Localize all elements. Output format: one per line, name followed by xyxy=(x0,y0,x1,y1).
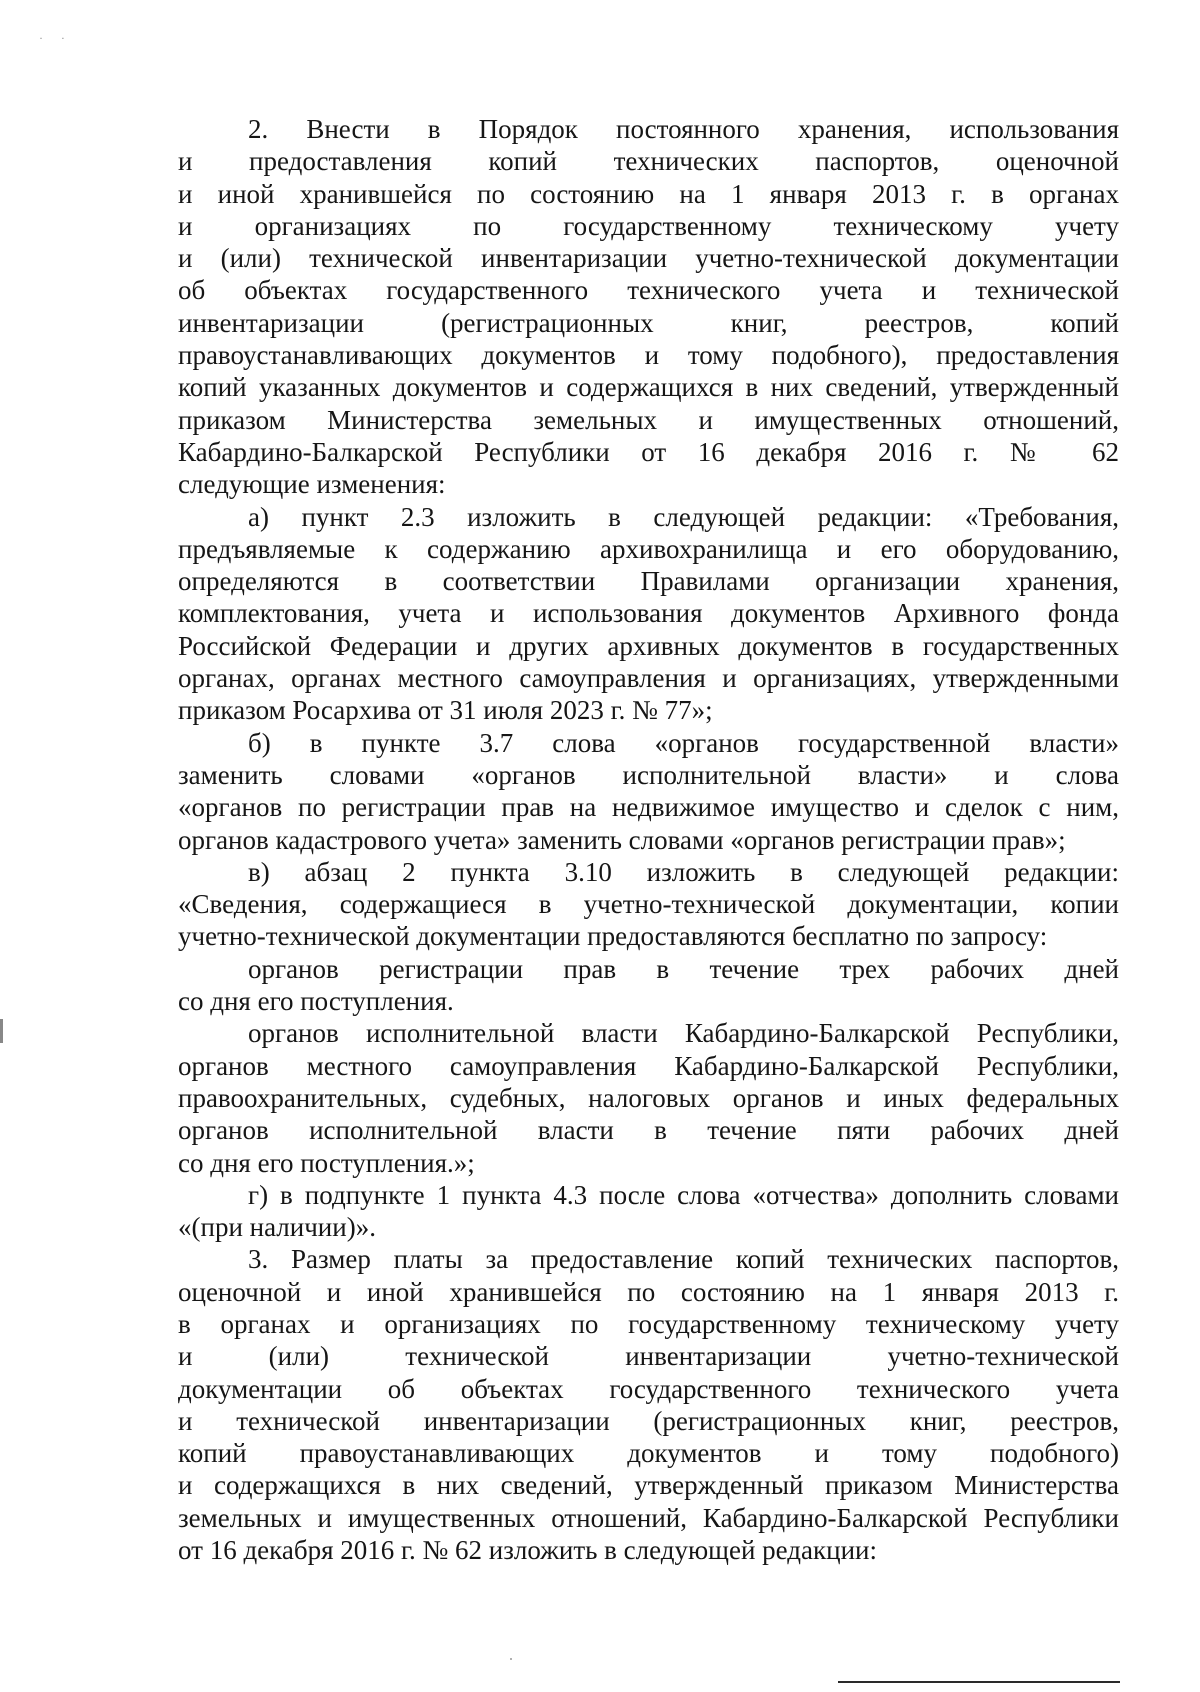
paragraph-subitem-v xyxy=(178,856,1119,953)
text-line: и технической инвентаризации (регистрационных книг, реестров, xyxy=(178,1405,1119,1436)
text-line: копий указанных документов и содержащихся в них сведений, утвержденный xyxy=(178,372,1119,403)
text-line: органов исполнительной власти Кабардино-Балкарской Республики, xyxy=(248,1018,1119,1049)
scan-edge-mark xyxy=(0,1019,3,1043)
text-line: и предоставления копий технических паспортов, оценочной xyxy=(178,146,1119,177)
paragraph-registration-bodies xyxy=(178,953,1119,1018)
text-line: документации об объектах государственного технического учета xyxy=(178,1373,1119,1404)
document-body xyxy=(178,113,1119,1566)
text-line: копий правоустанавливающих документов и тому подобного) xyxy=(178,1438,1119,1469)
text-line: б) в пункте 3.7 слова «органов государственной власти» xyxy=(248,727,1119,758)
text-line: и организациях по государственному техническому учету xyxy=(178,210,1119,241)
text-line: г) в подпункте 1 пункта 4.3 после слова «отчества» дополнить словами xyxy=(248,1179,1119,1210)
scan-corner-mark: ˙ ˙ xyxy=(38,36,72,50)
text-line: органов кадастрового учета» заменить словами «органов регистрации прав»; xyxy=(178,824,1066,855)
text-line: комплектования, учета и использования документов Архивного фонда xyxy=(178,598,1119,629)
paragraph-item-3 xyxy=(178,1243,1119,1566)
text-line: органов исполнительной власти в течение пяти рабочих дней xyxy=(178,1115,1119,1146)
text-line: определяются в соответствии Правилами организации хранения, xyxy=(178,566,1119,597)
text-line: 3. Размер платы за предоставление копий технических паспортов, xyxy=(248,1244,1119,1275)
text-line: со дня его поступления. xyxy=(178,986,454,1017)
text-line: и содержащихся в них сведений, утвержденный приказом Министерства xyxy=(178,1470,1119,1501)
text-line: инвентаризации (регистрационных книг, реестров, копий xyxy=(178,307,1119,338)
text-line: в органах и организациях по государственному техническому учету xyxy=(178,1308,1119,1339)
text-line: Кабардино-Балкарской Республики от 16 декабря 2016 г. № 62 xyxy=(178,436,1119,467)
paragraph-subitem-b xyxy=(178,727,1119,856)
text-line: приказом Министерства земельных и имущественных отношений, xyxy=(178,404,1119,435)
paragraph-executive-bodies xyxy=(178,1017,1119,1178)
text-line: заменить словами «органов исполнительной власти» и слова xyxy=(178,759,1119,790)
paragraph-item-2 xyxy=(178,113,1119,501)
text-line: правоохранительных, судебных, налоговых органов и иных федеральных xyxy=(178,1082,1119,1113)
text-line: земельных и имущественных отношений, Кабардино-Балкарской Республики xyxy=(178,1502,1119,1533)
text-line: приказом Росархива от 31 июля 2023 г. № 77»; xyxy=(178,695,713,726)
text-line: органов регистрации прав в течение трех рабочих дней xyxy=(248,953,1119,984)
text-line: и (или) технической инвентаризации учетно-технической xyxy=(178,1341,1119,1372)
text-line: «(при наличии)». xyxy=(178,1212,376,1243)
paragraph-subitem-a xyxy=(178,501,1119,727)
text-line: и иной хранившейся по состоянию на 1 января 2013 г. в органах xyxy=(178,178,1119,209)
text-line: в) абзац 2 пункта 3.10 изложить в следующей редакции: xyxy=(248,856,1119,887)
text-line: а) пункт 2.3 изложить в следующей редакции: «Требования, xyxy=(248,501,1119,532)
scan-dot-mark xyxy=(510,1658,512,1660)
text-line: учетно-технической документации предоставляются бесплатно по запросу: xyxy=(178,921,1048,952)
text-line: со дня его поступления.»; xyxy=(178,1147,475,1178)
text-line: об объектах государственного технического учета и технической xyxy=(178,275,1119,306)
text-line: от 16 декабря 2016 г. № 62 изложить в следующей редакции: xyxy=(178,1535,877,1566)
text-line: и (или) технической инвентаризации учетно-технической документации xyxy=(178,243,1119,274)
text-line: «Сведения, содержащиеся в учетно-технической документации, копии xyxy=(178,889,1119,920)
text-line: следующие изменения: xyxy=(178,469,446,500)
paragraph-subitem-g xyxy=(178,1179,1119,1244)
text-line: оценочной и иной хранившейся по состоянию на 1 января 2013 г. xyxy=(178,1276,1119,1307)
text-line: правоустанавливающих документов и тому подобного), предоставления xyxy=(178,340,1119,371)
text-line: 2. Внести в Порядок постоянного хранения, использования xyxy=(248,114,1119,144)
text-line: «органов по регистрации прав на недвижимое имущество и сделок с ним, xyxy=(178,792,1119,823)
text-line: Российской Федерации и других архивных документов в государственных xyxy=(178,630,1119,661)
text-line: предъявляемые к содержанию архивохранилища и его оборудованию, xyxy=(178,533,1119,564)
text-line: органах, органах местного самоуправления и организациях, утвержденными xyxy=(178,663,1119,694)
footer-rule xyxy=(838,1681,1120,1683)
text-line: органов местного самоуправления Кабардино-Балкарской Республики, xyxy=(178,1050,1119,1081)
